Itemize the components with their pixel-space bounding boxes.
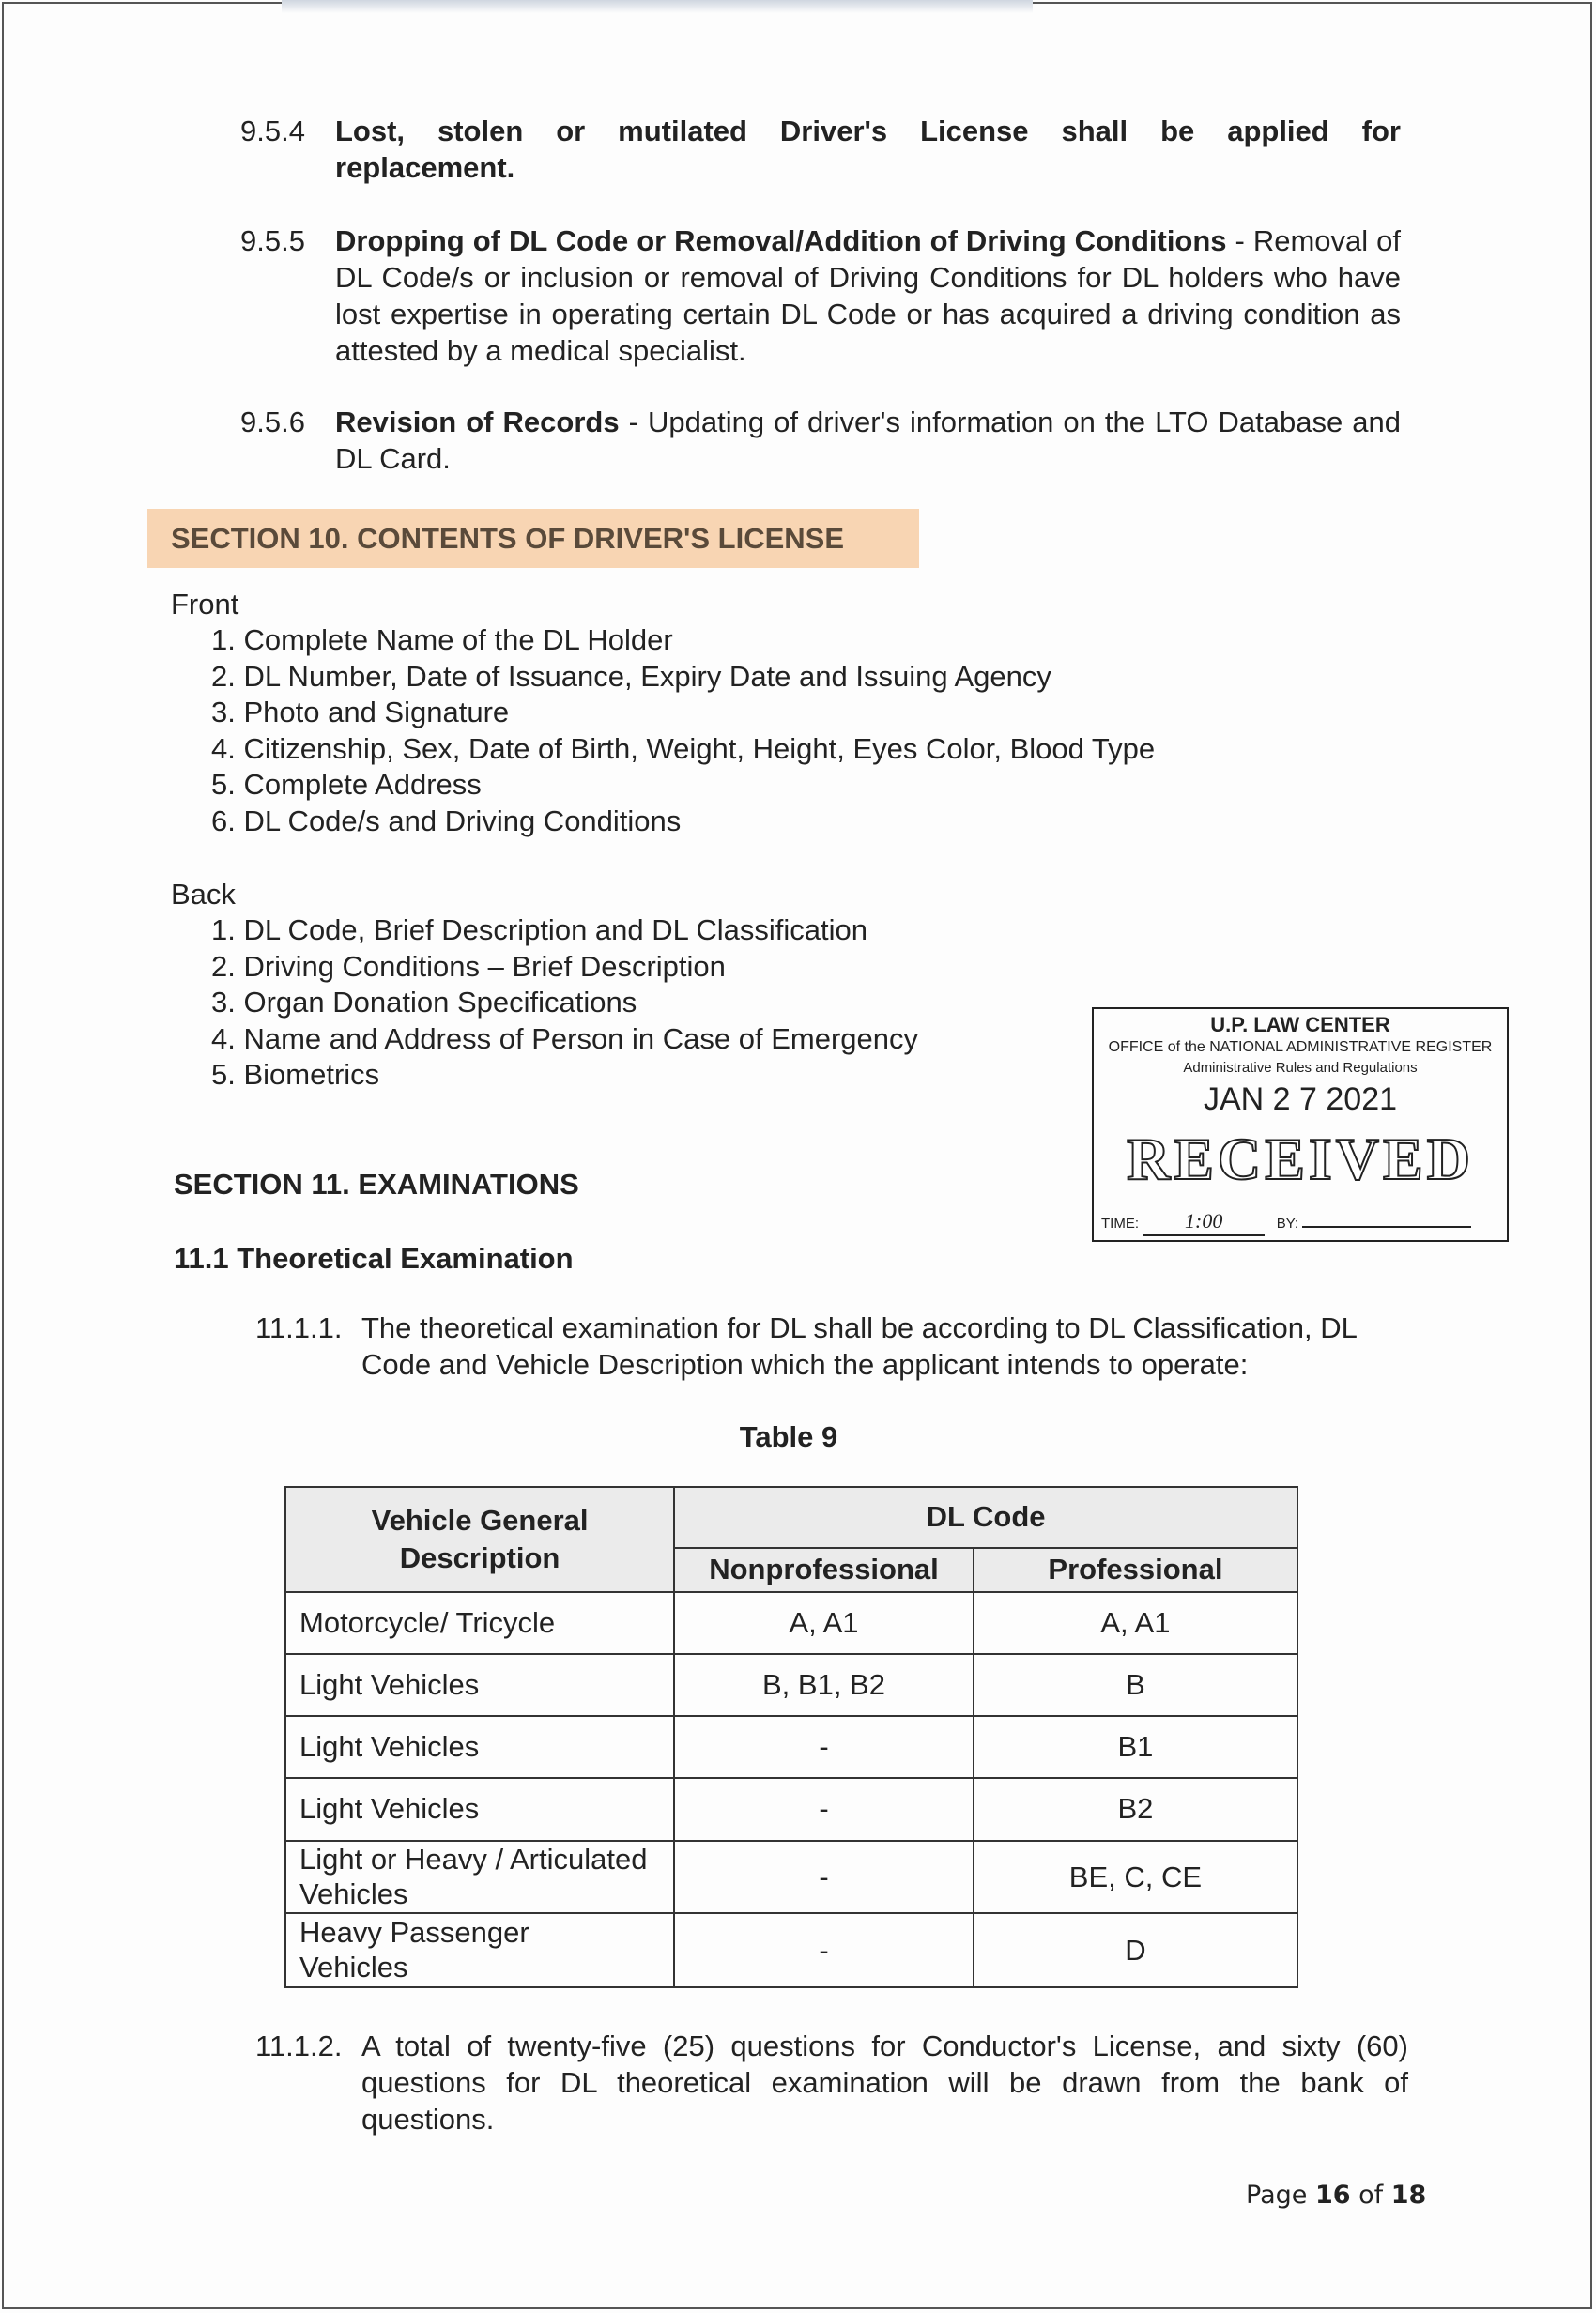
list-item: 1. Complete Name of the DL Holder: [211, 623, 673, 656]
list-item: 4. Citizenship, Sex, Date of Birth, Weight, Height, Eyes Color, Blood Type: [211, 731, 1156, 765]
cell-nonprofessional: B, B1, B2: [674, 1654, 974, 1716]
header-dl-code: DL Code: [674, 1487, 1297, 1548]
back-label: Back: [171, 878, 236, 911]
table-row: [285, 1913, 1297, 1987]
table-row: [285, 1592, 1297, 1654]
front-label: Front: [171, 588, 239, 620]
dl-code-table: [284, 1486, 1298, 1988]
list-item: 3. Organ Donation Specifications: [211, 986, 637, 1019]
stamp-received: RECEIVED: [1127, 1126, 1474, 1192]
cell-nonprofessional: -: [674, 1913, 974, 1987]
item-9-5-4: [240, 113, 1401, 186]
cell-nonprofessional: -: [674, 1716, 974, 1778]
cell-professional: B1: [974, 1716, 1297, 1778]
table-row: [285, 1841, 1297, 1913]
item-11-1-2-number: 11.1.2.: [255, 2029, 343, 2062]
cell-nonprofessional: -: [674, 1841, 974, 1913]
list-item: 2. DL Number, Date of Issuance, Expiry Date and Issuing Agency: [211, 659, 1051, 693]
section-11-heading: SECTION 11. EXAMINATIONS: [174, 1167, 579, 1201]
cell-professional: D: [974, 1913, 1297, 1987]
table-caption: Table 9: [739, 1419, 838, 1453]
front-list: [211, 622, 1596, 839]
stamp-time-label: TIME:: [1101, 1216, 1139, 1232]
table-header-row: [285, 1487, 1297, 1548]
item-9-5-6-number: 9.5.6: [240, 406, 305, 438]
item-11-1-2: [255, 2028, 1408, 2137]
list-item: 3. Photo and Signature: [211, 696, 510, 728]
item-9-5-5-title: Dropping of DL Code or Removal/Addition of Driving Conditions: [335, 224, 1227, 257]
list-item: 2. Driving Conditions – Brief Description: [211, 949, 726, 983]
item-9-5-4-number: 9.5.4: [240, 115, 305, 147]
list-item: 6. DL Code/s and Driving Conditions: [211, 804, 682, 837]
item-9-5-5-body: - Removal of DL Code/s or inclusion or removal of Driving Conditions for DL holders who have lost expertise in operating certain DL Code or has acquired a driving condition as attested by a medical specialist.: [335, 224, 1401, 367]
item-9-5-6-text: [335, 404, 1401, 477]
received-stamp: [1092, 1007, 1509, 1242]
list-item: 1. DL Code, Brief Description and DL Classification: [211, 913, 867, 946]
stamp-line3: Administrative Rules and Regulations: [1183, 1060, 1418, 1076]
list-item: 5. Biometrics: [211, 1058, 380, 1091]
item-9-5-6-body: - Updating of driver's information on the LTO Database and DL Card.: [335, 406, 1402, 475]
cell-description: Light Vehicles: [285, 1716, 674, 1778]
table-row: [285, 1654, 1297, 1716]
header-professional: Professional: [974, 1548, 1297, 1592]
cell-nonprofessional: A, A1: [674, 1592, 974, 1654]
header-vehicle-description: Vehicle General Description: [285, 1487, 674, 1592]
stamp-time-value: 1:00: [1143, 1208, 1265, 1236]
subsection-11-1-heading: 11.1 Theoretical Examination: [174, 1241, 574, 1275]
scan-shadow: [282, 0, 1033, 13]
cell-description: Light Vehicles: [285, 1654, 674, 1716]
section-10-heading: SECTION 10. CONTENTS OF DRIVER'S LICENSE: [171, 522, 845, 555]
item-9-5-4-text: Lost, stolen or mutilated Driver's License shall be applied for replacement.: [335, 115, 1401, 184]
cell-nonprofessional: -: [674, 1778, 974, 1841]
stamp-by-label: BY:: [1276, 1216, 1299, 1232]
list-item: 4. Name and Address of Person in Case of Emergency: [211, 1021, 919, 1055]
page-current: 16: [1314, 2181, 1351, 2210]
page-total: 18: [1390, 2181, 1427, 2210]
cell-professional: BE, C, CE: [974, 1841, 1297, 1913]
cell-professional: A, A1: [974, 1592, 1297, 1654]
list-item: 5. Complete Address: [211, 768, 482, 801]
item-9-5-5: [240, 222, 1401, 369]
page-of: of: [1350, 2181, 1391, 2210]
item-11-1-2-text: A total of twenty-five (25) questions for Conductor's License, and sixty (60) questions for DL theoretical examination will be drawn from the bank of questions.: [361, 2029, 1408, 2136]
cell-description: Light Vehicles: [285, 1778, 674, 1841]
item-9-5-5-text: [335, 222, 1401, 369]
item-9-5-6-title: Revision of Records: [335, 406, 620, 438]
stamp-by-line: [1302, 1226, 1471, 1228]
item-9-5-5-number: 9.5.5: [240, 224, 305, 257]
stamp-line2: OFFICE of the NATIONAL ADMINISTRATIVE REGISTER: [1108, 1039, 1493, 1055]
cell-professional: B: [974, 1654, 1297, 1716]
stamp-time-row: [1101, 1208, 1471, 1237]
table-row: [285, 1778, 1297, 1841]
section-10-highlight: [147, 509, 919, 568]
cell-description: Light or Heavy / Articulated Vehicles: [285, 1841, 674, 1913]
item-11-1-1-text: The theoretical examination for DL shall be according to DL Classification, DL Code and Vehicle Description which the applicant intends to operate:: [361, 1310, 1357, 1381]
item-11-1-1: [255, 1310, 1408, 1383]
table-row: [285, 1716, 1297, 1778]
stamp-date: JAN 2 7 2021: [1203, 1081, 1398, 1117]
item-9-5-6: [240, 404, 1401, 477]
page-number: [1246, 2180, 1426, 2212]
item-11-1-1-number: 11.1.1.: [255, 1310, 343, 1344]
page-prefix: Page: [1246, 2181, 1315, 2210]
cell-professional: B2: [974, 1778, 1297, 1841]
header-nonprofessional: Nonprofessional: [674, 1548, 974, 1592]
stamp-line1: U.P. LAW CENTER: [1210, 1013, 1390, 1036]
cell-description: Motorcycle/ Tricycle: [285, 1592, 674, 1654]
cell-description: Heavy Passenger Vehicles: [285, 1913, 674, 1987]
